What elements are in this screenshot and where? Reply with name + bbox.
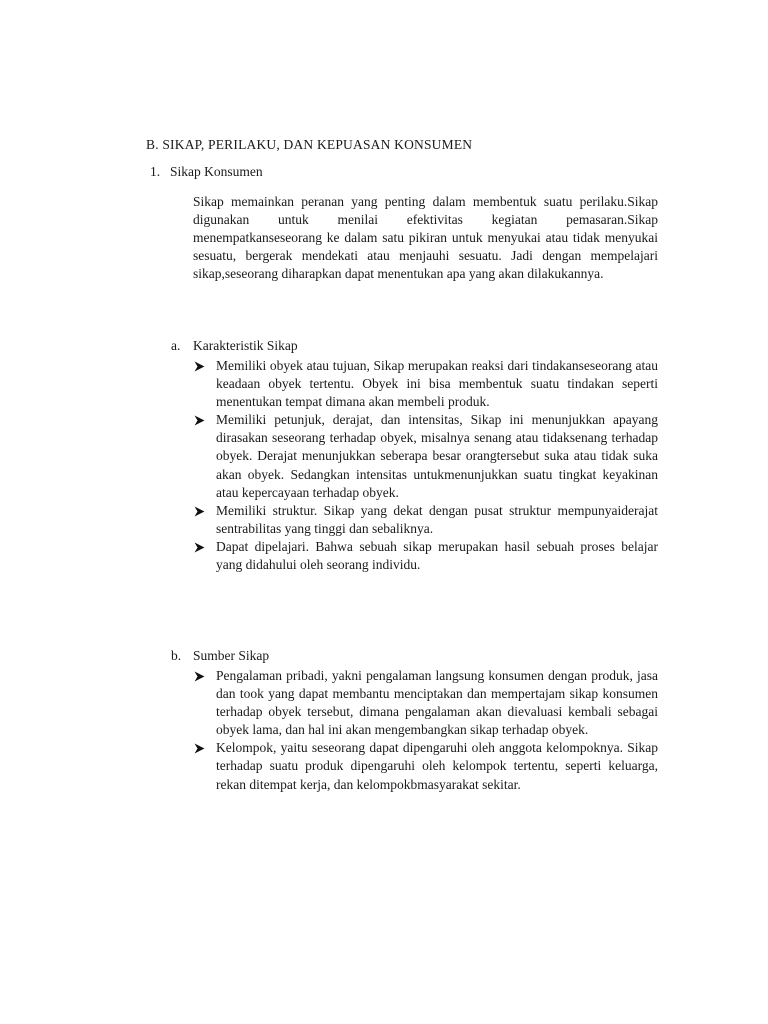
part-b-letter: b. bbox=[171, 648, 182, 663]
part-a-letter: a. bbox=[171, 338, 181, 353]
subsection-title-row bbox=[150, 164, 263, 180]
subsection-title: Sikap Konsumen bbox=[170, 164, 263, 179]
list-item bbox=[193, 502, 658, 538]
list-item bbox=[193, 538, 658, 574]
arrow-bullet-icon bbox=[194, 671, 205, 682]
section-heading: B. SIKAP, PERILAKU, DAN KEPUASAN KONSUMEN bbox=[146, 137, 473, 152]
bullet-text: Pengalaman pribadi, yakni pengalaman langsung konsumen dengan produk, jasa dan took yang dapat membantu menciptakan dan mempertajam sikap konsumen terhadap obyek tersebut, dimana pengalaman akan dievaluasi kembali sebagai obyek lama, dan hal ini akan mengembangkan sikap terhadap obyek. bbox=[216, 668, 658, 738]
list-item bbox=[193, 739, 658, 793]
bullet-text: Memiliki obyek atau tujuan, Sikap merupakan reaksi dari tindakanseseorang atau keadaan obyek tertentu. Obyek ini bisa membentuk suatu tindakan seperti menentukan tempat dimana akan membeli produk. bbox=[216, 358, 658, 410]
part-a-title-row bbox=[171, 338, 298, 354]
arrow-bullet-icon bbox=[194, 542, 205, 553]
subsection-number: 1. bbox=[150, 164, 161, 179]
arrow-bullet-icon bbox=[194, 506, 205, 517]
bullet-text: Memiliki struktur. Sikap yang dekat dengan pusat struktur mempunyaiderajat sentrabilitas yang tinggi dan sebaliknya. bbox=[216, 502, 658, 536]
part-b-bullet-list bbox=[193, 667, 658, 794]
part-a-bullet-list bbox=[193, 357, 658, 574]
arrow-bullet-icon bbox=[194, 361, 205, 372]
subsection-paragraph: Sikap memainkan peranan yang penting dalam membentuk suatu perilaku.Sikap digunakan untuk menilai efektivitas kegiatan pemasaran.Sikap menempatkanseseorang ke dalam satu pikiran untuk menyukai atau tidak menyukai sesuatu, bergerak mendekati atau menjauhi sesuatu. Jadi dengan mempelajari sikap,seseorang diharapkan dapat menentukan apa yang akan dilakukannya. bbox=[193, 194, 658, 282]
bullet-text: Kelompok, yaitu seseorang dapat dipengaruhi oleh anggota kelompoknya. Sikap terhadap suatu produk dipengaruhi oleh kelompok tertentu, seperti keluarga, rekan ditempat kerja, dan kelompokbmasyarakat sekitar. bbox=[216, 740, 658, 792]
bullet-text: Memiliki petunjuk, derajat, dan intensitas, Sikap ini menunjukkan apayang dirasakan seseorang terhadap obyek, misalnya senang atau tidaksenang terhadap obyek. Derajat menunjukkan seberapa besar orangtersebut suka atau tidak suka akan obyek. Sedangkan intensitas untukmenunjukkan suatu tingkat keyakinan atau kepercayaan terhadap obyek. bbox=[216, 412, 658, 500]
list-item bbox=[193, 411, 658, 501]
part-b-title-row bbox=[171, 648, 269, 664]
arrow-bullet-icon bbox=[194, 415, 205, 426]
part-a-title: Karakteristik Sikap bbox=[193, 338, 298, 353]
bullet-text: Dapat dipelajari. Bahwa sebuah sikap merupakan hasil sebuah proses belajar yang didahului oleh seorang individu. bbox=[216, 538, 658, 573]
list-item bbox=[193, 357, 658, 411]
list-item bbox=[193, 667, 658, 739]
arrow-bullet-icon bbox=[194, 743, 205, 754]
part-b-title: Sumber Sikap bbox=[193, 648, 270, 663]
